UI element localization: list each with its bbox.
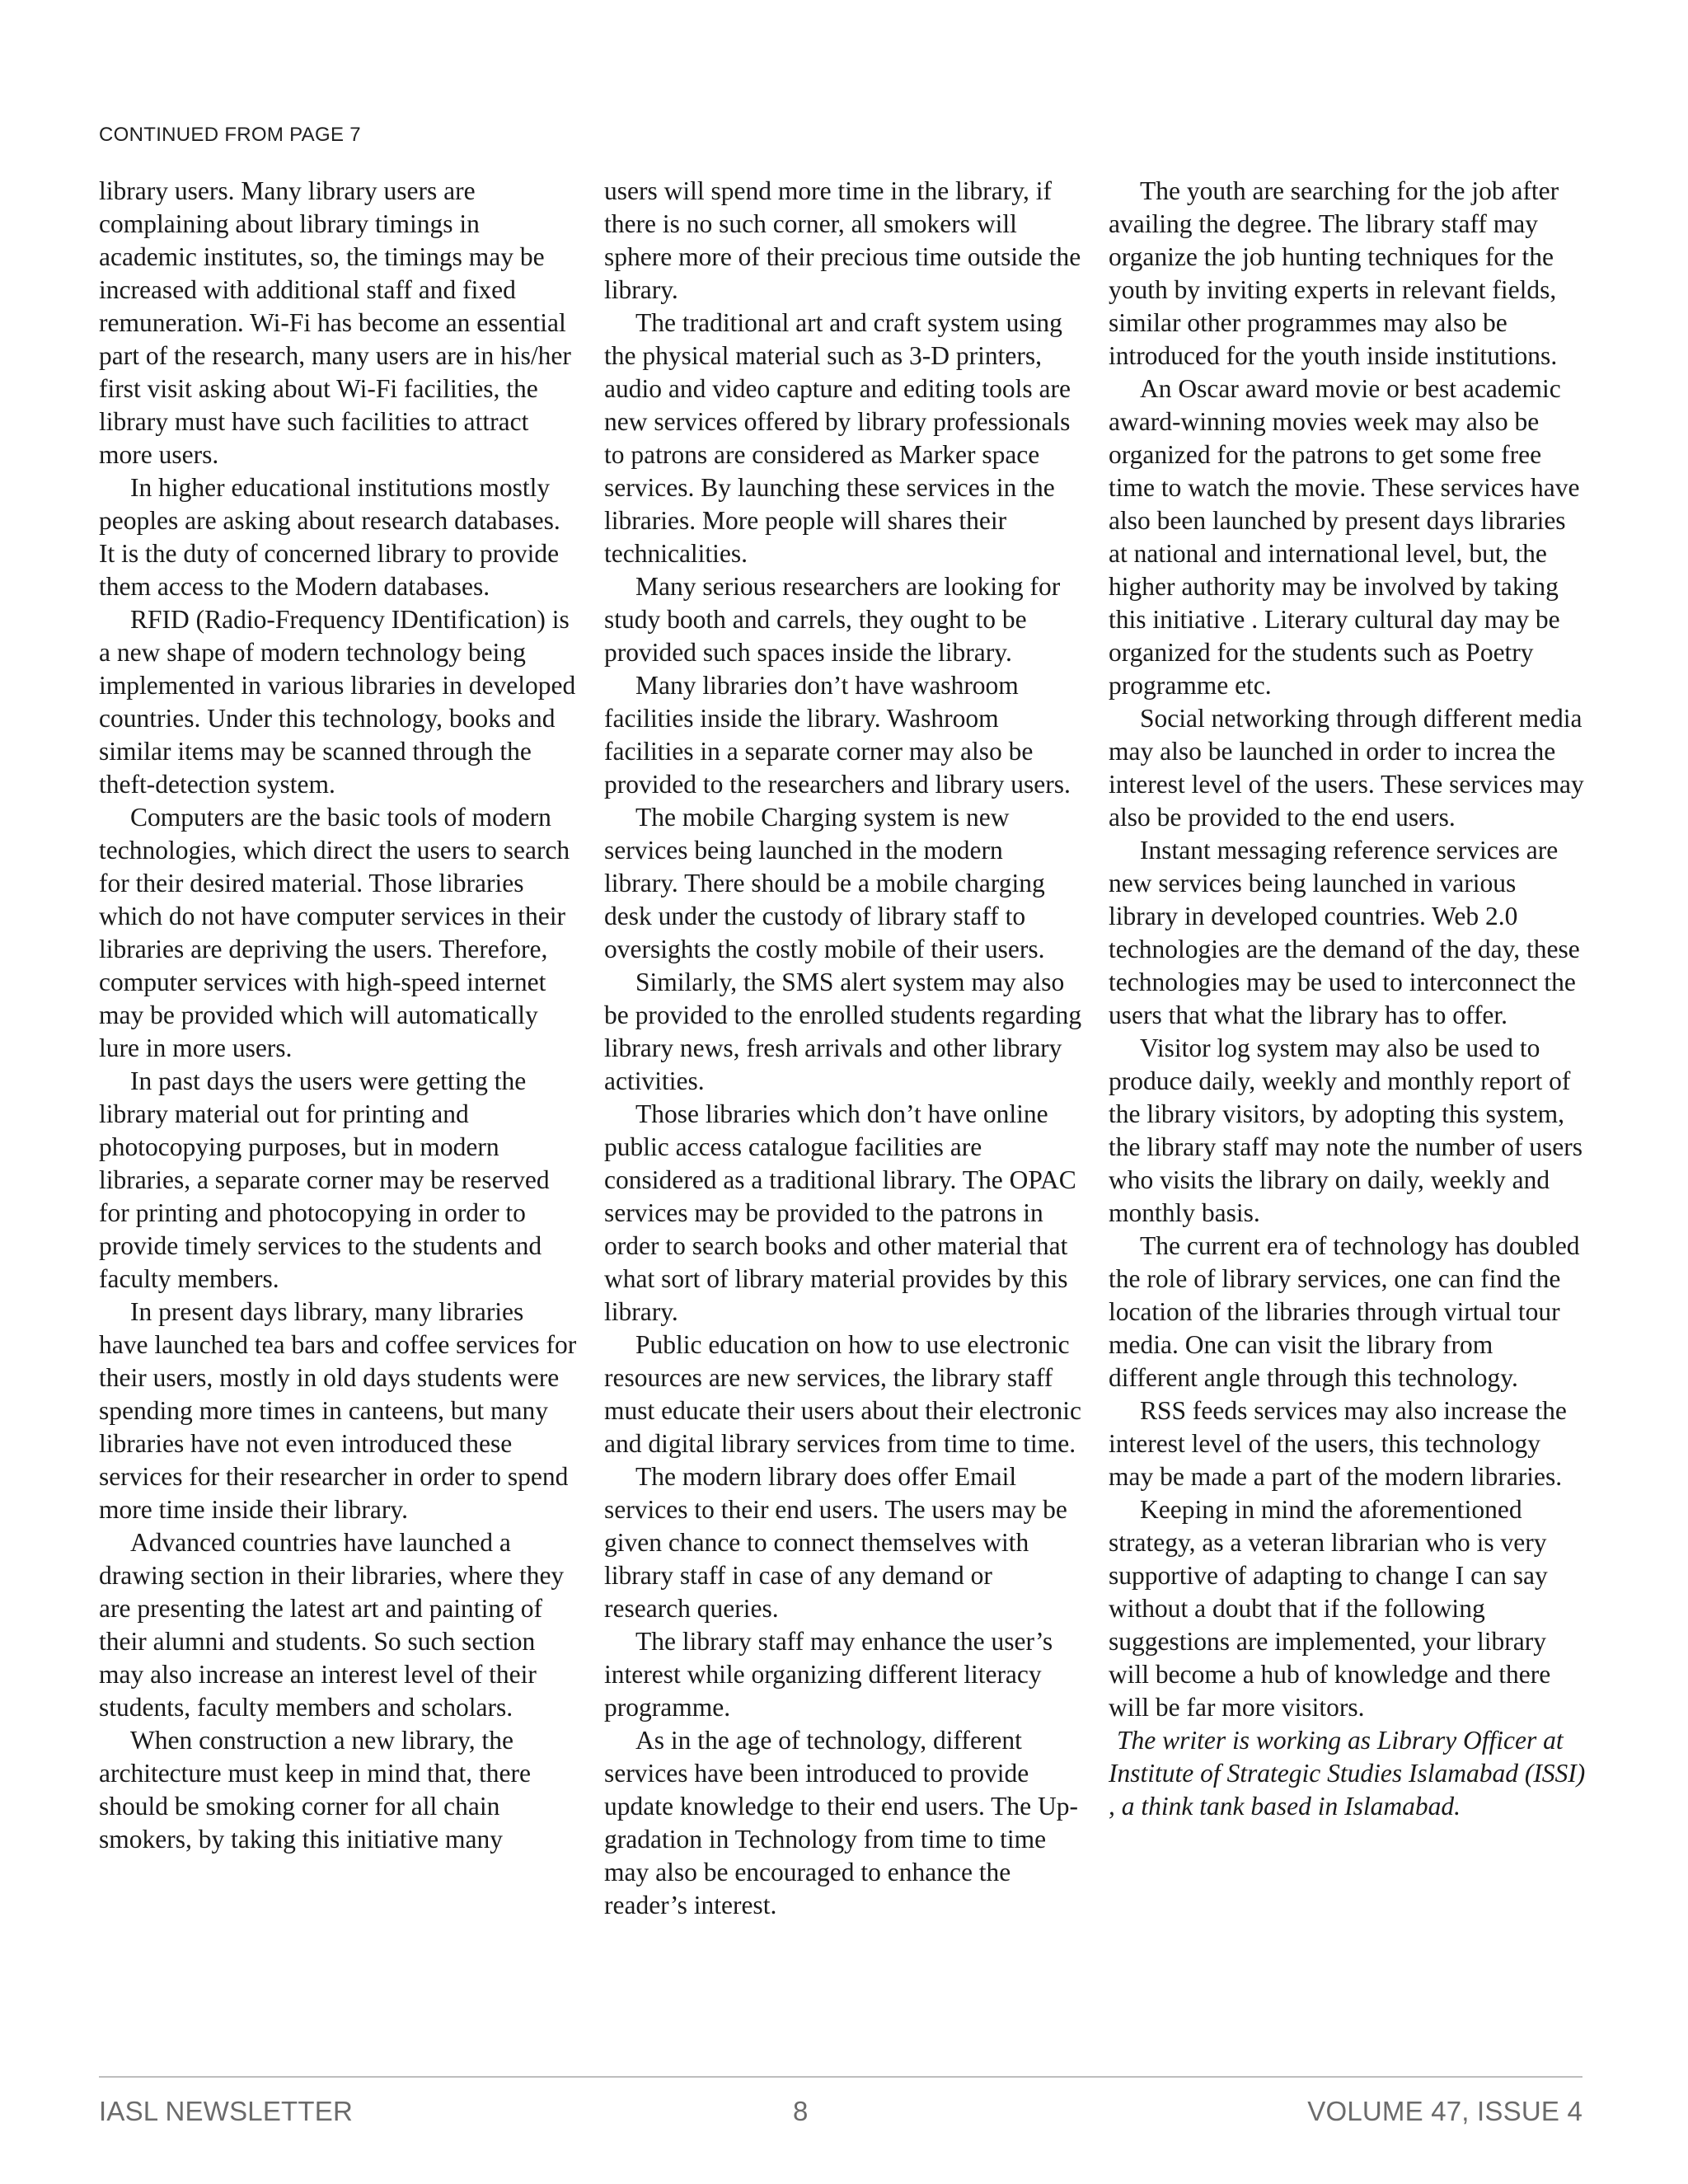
paragraph: An Oscar award movie or best academic award-winning movies week may also be organized for the patrons to get some free time to watch the movie. These services have also been launched by present days libraries at national and international level, but, the higher authority may be involved by taking this initiative . Literary cultural day may be organized for the students such as Poetry programme etc.: [1109, 374, 1580, 700]
paragraph: Advanced countries have launched a drawing section in their libraries, where they are presenting the latest art and painting of their alumni and students. So such section may also increase an interest level of their students, faculty members and scholars.: [99, 1528, 565, 1722]
paragraph: Visitor log system may also be used to produce daily, weekly and monthly report of the library visitors, by adopting this system, the library staff may note the number of users who visits the library on daily, weekly and monthly basis.: [1109, 1033, 1582, 1227]
paragraph: The current era of technology has doubled the role of library services, one can find the location of the libraries through virtual tour media. One can visit the library from different angle through this technology.: [1109, 1231, 1580, 1392]
paragraph: Many libraries don’t have washroom facilities inside the library. Washroom facilities in a separate corner may also be provided to the researchers and library users.: [604, 671, 1071, 799]
page-number: 8: [793, 2096, 809, 2126]
article-column-2: [604, 175, 1082, 1922]
paragraph: In past days the users were getting the library material out for printing and photocopying purposes, but in modern libraries, a separate corner may be reserved for printing and photocopying in order to provide timely services to the students and faculty members.: [99, 1066, 550, 1293]
paragraph: Those libraries which don’t have online public access catalogue facilities are considered as a traditional library. The OPAC services may be provided to the patrons in order to search books and other material that what sort of library material provides by this library.: [604, 1099, 1076, 1326]
paragraph: When construction a new library, the architecture must keep in mind that, there should be smoking corner for all chain smokers, by taking this initiative many: [99, 1726, 531, 1854]
footer-divider: [99, 2076, 1582, 2078]
continued-from-label: CONTINUED FROM PAGE 7: [99, 124, 361, 146]
paragraph: Many serious researchers are looking for study booth and carrels, they ought to be provided such spaces inside the library.: [604, 572, 1061, 667]
volume-issue: VOLUME 47, ISSUE 4: [1307, 2096, 1582, 2126]
paragraph: The youth are searching for the job after availing the degree. The library staff may organize the job hunting techniques for the youth by inviting experts in relevant fields, similar other programmes may also be introduced for the youth inside institutions.: [1109, 176, 1559, 370]
paragraph: users will spend more time in the library, if there is no such corner, all smokers will sphere more of their precious time outside the library.: [604, 176, 1081, 304]
paragraph: RSS feeds services may also increase the interest level of the users, this technology may be made a part of the modern libraries.: [1109, 1396, 1567, 1491]
paragraph: RFID (Radio-Frequency IDentification) is a new shape of modern technology being implemented in various libraries in developed countries. Under this technology, books and similar items may be scanned through the theft-detection system.: [99, 605, 576, 799]
author-credit: The writer is working as Library Officer at Institute of Strategic Studies Islamabad (ISSI) , a think tank based in Islamabad.: [1109, 1726, 1586, 1821]
paragraph: library users. Many library users are complaining about library timings in academic institutes, so, the timings may be increased with additional staff and fixed remuneration. Wi-Fi has become an essential part of the research, many users are in his/her first visit asking about Wi-Fi facilities, the library must have such facilities to attract more users.: [99, 176, 571, 469]
paragraph: Public education on how to use electronic resources are new services, the library staff must educate their users about their electronic and digital library services from time to time.: [604, 1330, 1082, 1458]
paragraph: Keeping in mind the aforementioned strategy, as a veteran librarian who is very supportive of adapting to change I can say without a doubt that if the following suggestions are implemented, your library will become a hub of knowledge and there will be far more visitors.: [1109, 1495, 1551, 1722]
paragraph: Computers are the basic tools of modern technologies, which direct the users to search for their desired material. Those libraries which do not have computer services in their libraries are depriving the users. Therefore, computer services with high-speed internet may be provided which will automatically lure in more users.: [99, 803, 570, 1062]
paragraph: As in the age of technology, different services have been introduced to provide update knowledge to their end users. The Up-gradation in Technology from time to time may also be encouraged to enhance the reader’s interest.: [604, 1726, 1079, 1919]
publication-name: IASL NEWSLETTER: [99, 2096, 354, 2126]
article-column-1: [99, 175, 577, 1856]
article-column-3: [1109, 175, 1587, 1823]
paragraph: The traditional art and craft system using the physical material such as 3-D printers, audio and video capture and editing tools are new services offered by library professionals to patrons are considered as Marker space services. By launching these services in the libraries. More people will shares their technicalities.: [604, 308, 1071, 568]
paragraph: The library staff may enhance the user’s interest while organizing different literacy programme.: [604, 1627, 1053, 1722]
paragraph: In present days library, many libraries have launched tea bars and coffee services for their users, mostly in old days students were spending more times in canteens, but many libraries have not even introduced these services for their researcher in order to spend more time inside their library.: [99, 1297, 577, 1524]
paragraph: Social networking through different media may also be launched in order to increa the interest level of the users. These services may also be provided to the end users.: [1109, 704, 1584, 832]
paragraph: The mobile Charging system is new services being launched in the modern library. There should be a mobile charging desk under the custody of library staff to oversights the costly mobile of their users.: [604, 803, 1045, 963]
paragraph: The modern library does offer Email services to their end users. The users may be given chance to connect themselves with library staff in case of any demand or research queries.: [604, 1462, 1067, 1623]
paragraph: In higher educational institutions mostly peoples are asking about research databases. It is the duty of concerned library to provide them access to the Modern databases.: [99, 473, 560, 601]
paragraph: Similarly, the SMS alert system may also be provided to the enrolled students regarding library news, fresh arrivals and other library activities.: [604, 968, 1082, 1095]
paragraph: Instant messaging reference services are new services being launched in various library in developed countries. Web 2.0 technologies are the demand of the day, these technologies may be used to interconnect the users that what the library has to offer.: [1109, 836, 1580, 1029]
